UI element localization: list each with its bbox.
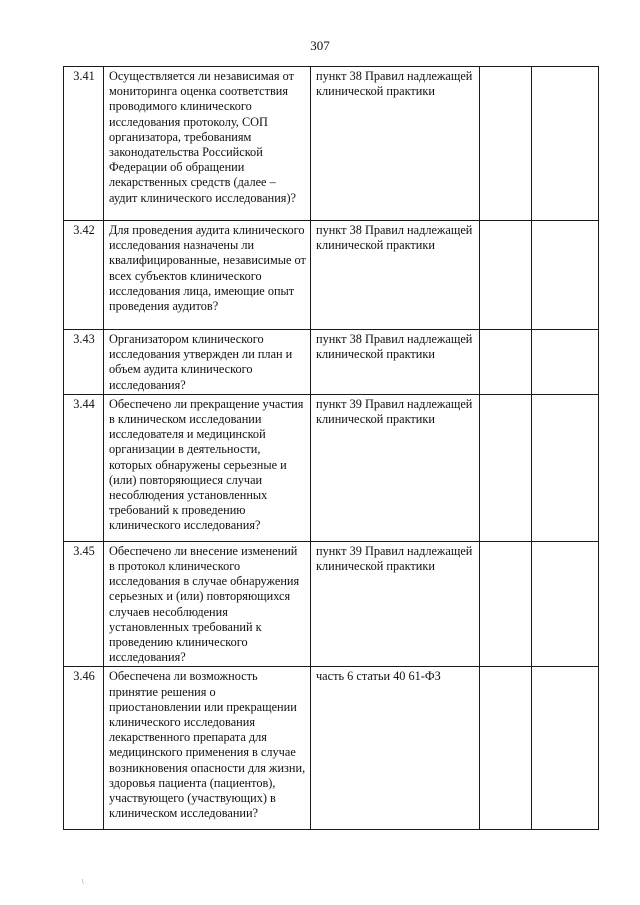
table-row (64, 221, 599, 330)
item-question: Обеспечено ли внесение изменений в протокол клинического исследования в случае обнаружения серьезных и (или) повторяющихся случаев несоблюдения установленных требований к проведению клинического исследования? (104, 541, 311, 667)
item-question: Обеспечена ли возможность принятие решения о приостановлении или прекращении клинического исследования лекарственного препарата для медицинского применения в случае возникновения опасности для жизни, здоровья пациента (пациентов), участвующего (участвующих) в клиническом исследовании? (104, 667, 311, 830)
answer-cell (480, 221, 532, 330)
item-number: 3.45 (64, 541, 104, 667)
note-cell (532, 667, 599, 830)
item-number: 3.44 (64, 394, 104, 541)
table-row (64, 394, 599, 541)
item-reference: пункт 38 Правил надлежащей клинической практики (311, 221, 480, 330)
item-question: Для проведения аудита клинического исследования назначены ли квалифицированные, независимые от всех субъектов клинического исследования лица, имеющие опыт проведения аудитов? (104, 221, 311, 330)
item-number: 3.46 (64, 667, 104, 830)
item-reference: пункт 39 Правил надлежащей клинической практики (311, 394, 480, 541)
note-cell (532, 394, 599, 541)
table-row (64, 67, 599, 221)
scan-mark: ⸜ (78, 874, 89, 887)
item-number: 3.41 (64, 67, 104, 221)
item-number: 3.43 (64, 330, 104, 395)
note-cell (532, 67, 599, 221)
item-question: Организатором клинического исследования утвержден ли план и объем аудита клинического исследования? (104, 330, 311, 395)
item-reference: пункт 39 Правил надлежащей клинической практики (311, 541, 480, 667)
page-number: 307 (310, 38, 330, 53)
item-reference: часть 6 статьи 40 61-ФЗ (311, 667, 480, 830)
answer-cell (480, 667, 532, 830)
checklist-table (63, 66, 599, 830)
note-cell (532, 221, 599, 330)
answer-cell (480, 541, 532, 667)
item-reference: пункт 38 Правил надлежащей клинической практики (311, 67, 480, 221)
table-row (64, 541, 599, 667)
answer-cell (480, 394, 532, 541)
answer-cell (480, 330, 532, 395)
item-number: 3.42 (64, 221, 104, 330)
item-question: Обеспечено ли прекращение участия в клиническом исследовании исследователя и медицинской организации в деятельности, которых обнаружены серьезные и (или) повторяющиеся случаи несоблюдения установленных требований к проведению клинического исследования? (104, 394, 311, 541)
table-row (64, 667, 599, 830)
item-reference: пункт 38 Правил надлежащей клинической практики (311, 330, 480, 395)
item-question: Осуществляется ли независимая от мониторинга оценка соответствия проводимого клинического исследования протоколу, СОП организатора, требованиям законодательства Российской Федерации об обращении лекарственных средств (далее – аудит клинического исследования)? (104, 67, 311, 221)
note-cell (532, 330, 599, 395)
note-cell (532, 541, 599, 667)
answer-cell (480, 67, 532, 221)
table-row (64, 330, 599, 395)
